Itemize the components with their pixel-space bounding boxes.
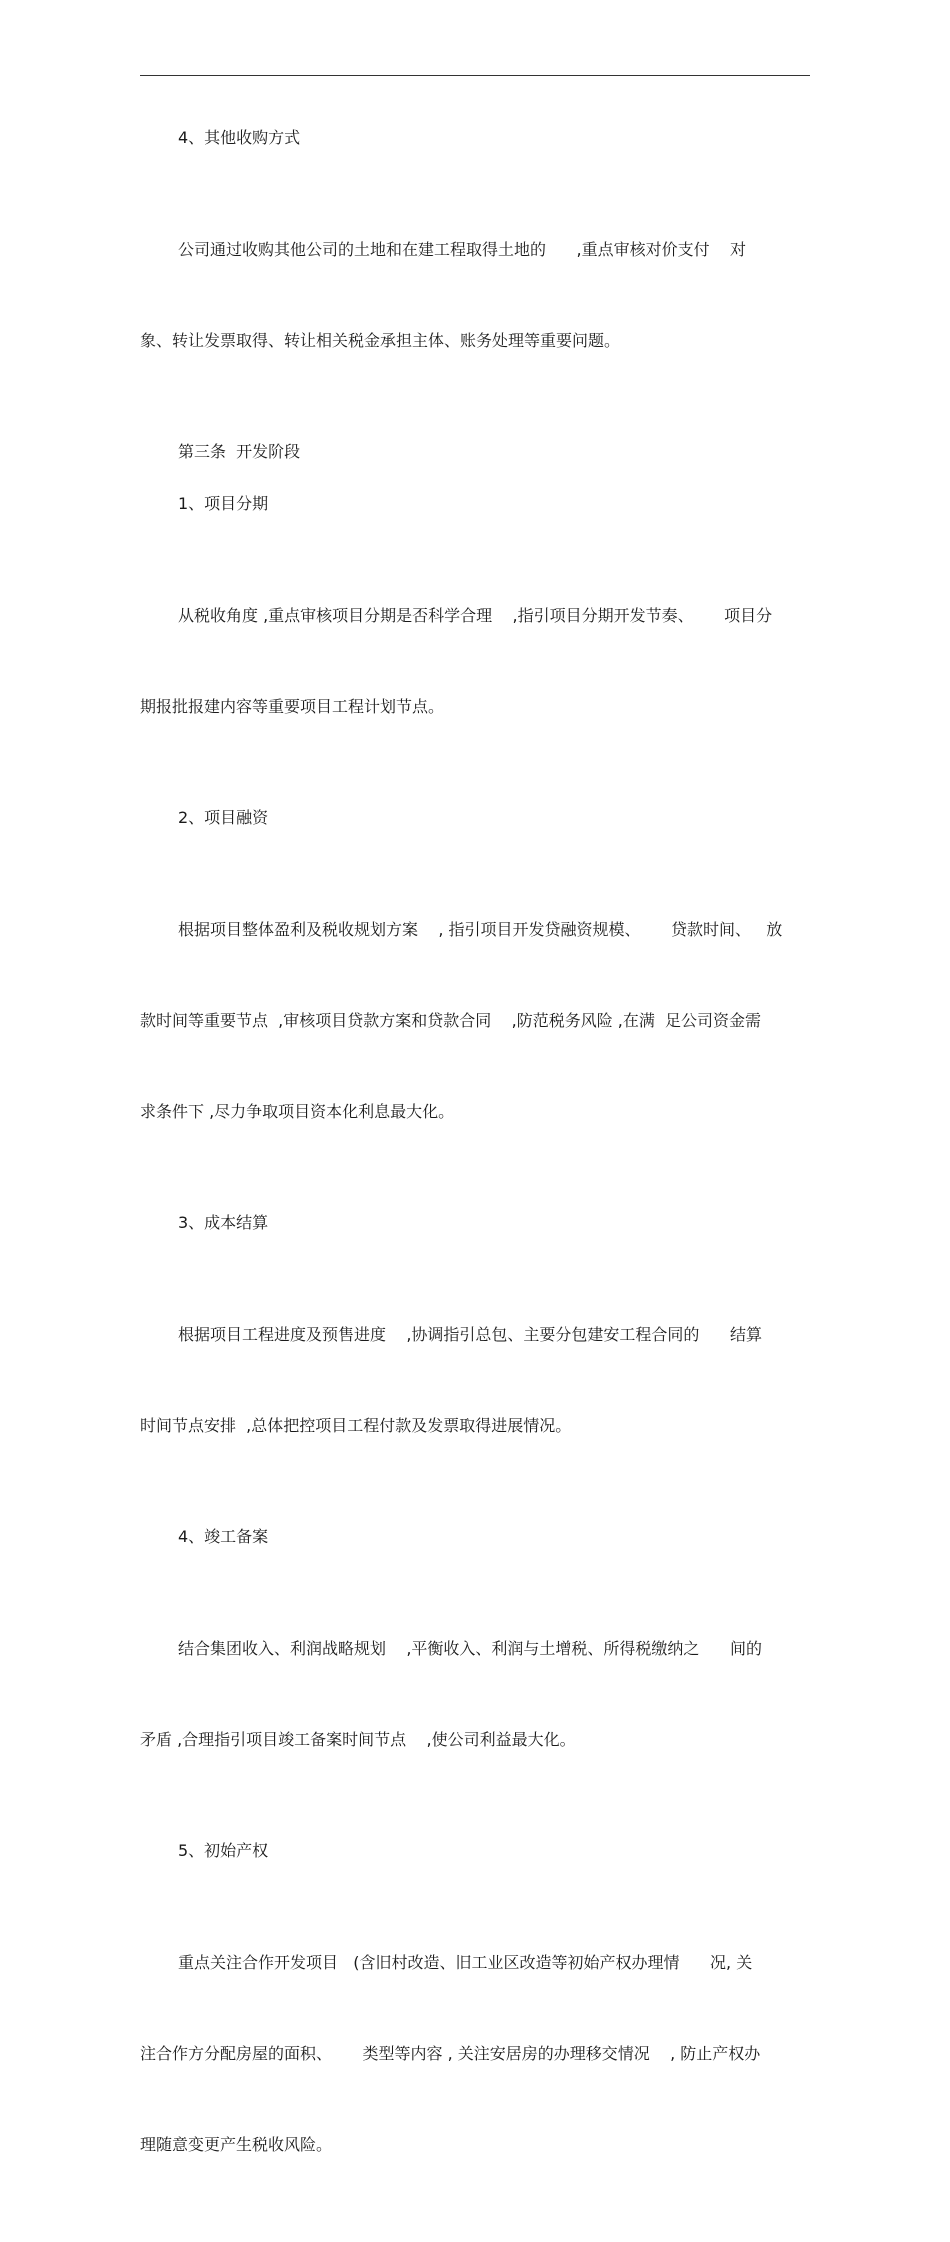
paragraph-line: 重点关注合作开发项目 (含旧村改造、旧工业区改造等初始产权办理情 况, 关: [178, 1953, 753, 1972]
section-heading: 2、项目融资: [178, 808, 269, 827]
paragraph-line: 公司通过收购其他公司的土地和在建工程取得土地的 ,重点审核对价支付 对: [178, 240, 746, 259]
paragraph: [140, 1575, 810, 1813]
paragraph: [140, 176, 810, 414]
paragraph: [140, 856, 810, 1185]
paragraph-line: 求条件下 ,尽力争取项目资本化利息最大化。: [140, 1102, 455, 1121]
article-heading: 第三条 开发阶段: [178, 442, 301, 461]
document-body: [140, 124, 810, 2242]
section-heading: 1、项目分期: [178, 494, 269, 513]
section-heading: 4、其他收购方式: [178, 128, 301, 147]
section-heading: 5、初始产权: [178, 1841, 269, 1860]
paragraph-line: 期报批报建内容等重要项目工程计划节点。: [140, 697, 445, 716]
section-heading: 4、竣工备案: [178, 1527, 269, 1546]
paragraph-line: 矛盾 ,合理指引项目竣工备案时间节点 ,使公司利益最大化。: [140, 1730, 576, 1749]
paragraph-line: 结合集团收入、利润战略规划 ,平衡收入、利润与土增税、所得税缴纳之 间的: [178, 1639, 762, 1658]
paragraph-line: 象、转让发票取得、转让相关税金承担主体、账务处理等重要问题。: [140, 331, 621, 350]
paragraph-line: 从税收角度 ,重点审核项目分期是否科学合理 ,指引项目分期开发节奏、 项目分: [178, 606, 773, 625]
paragraph: [140, 542, 810, 780]
section-heading: 3、成本结算: [178, 1213, 269, 1232]
paragraph: [140, 1889, 810, 2218]
paragraph-line: 时间节点安排 ,总体把控项目工程付款及发票取得进展情况。: [140, 1416, 572, 1435]
paragraph-line: 注合作方分配房屋的面积、 类型等内容 , 关注安居房的办理移交情况 , 防止产权办: [140, 2044, 761, 2063]
paragraph-line: 理随意变更产生税收风险。: [140, 2135, 333, 2154]
paragraph: [140, 1261, 810, 1499]
paragraph-line: 款时间等重要节点 ,审核项目贷款方案和贷款合同 ,防范税务风险 ,在满 足公司资金需: [140, 1011, 762, 1030]
header-rule: [140, 75, 810, 76]
paragraph-line: 根据项目工程进度及预售进度 ,协调指引总包、主要分包建安工程合同的 结算: [178, 1325, 762, 1344]
paragraph-line: 根据项目整体盈利及税收规划方案 , 指引项目开发贷融资规模、 贷款时间、 放: [178, 920, 783, 939]
